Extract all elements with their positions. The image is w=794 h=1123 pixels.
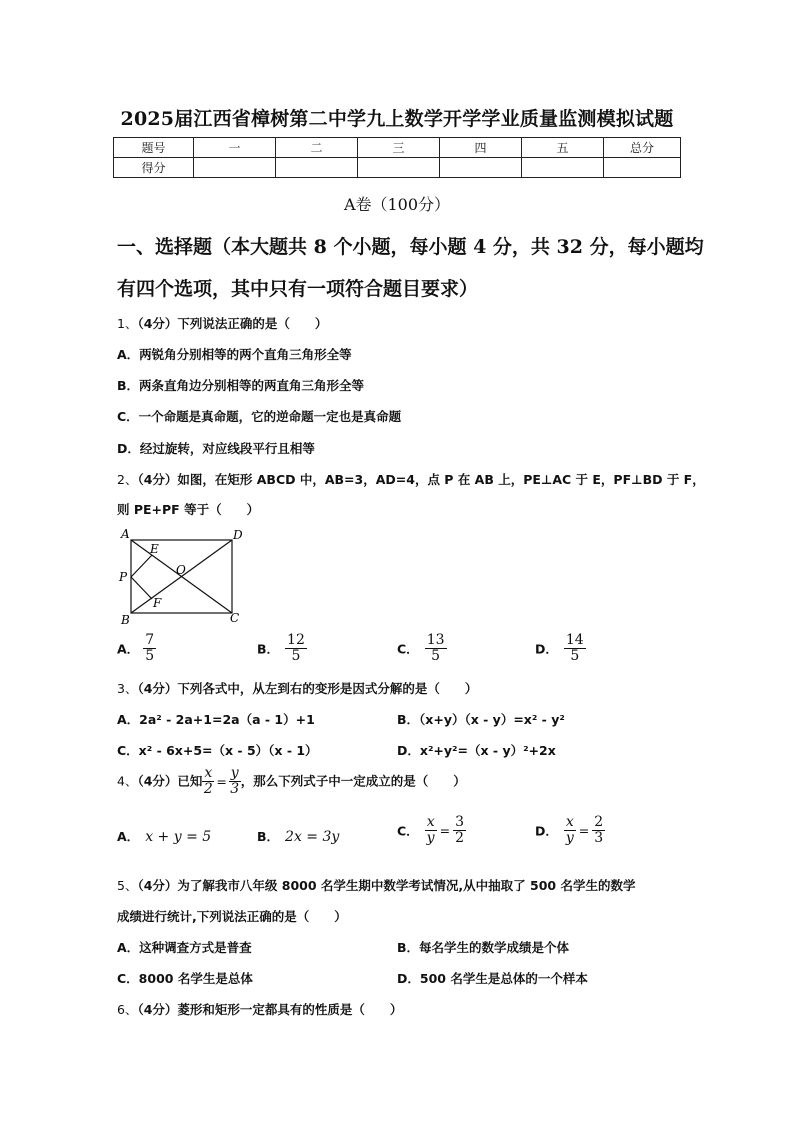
section-heading: A卷（100分） [343,195,451,214]
option-d[interactable]: D． $\frac{14}{5}$ [535,632,584,664]
label-f: F [153,596,162,610]
question-6-stem: 6、（4分）菱形和矩形一定都具有的性质是（ ） [117,1002,403,1017]
question-4-stem: 4、（4分）已知 $\frac{x}{2}$ = $\frac{y}{3}$ ，那么下列式子中一定成立的是（ ） [117,765,466,797]
fraction: $\frac{y}{3}$ [230,765,240,797]
option-b[interactable]: B． $\frac{12}{5}$ [257,632,305,664]
option-d[interactable]: D．x²+y²=（x - y）²+2x [397,743,556,758]
option-c[interactable]: C． $\frac{13}{5}$ [397,632,445,664]
score-input[interactable] [276,158,358,178]
option-b[interactable]: B．每名学生的数学成绩是个体 [397,940,570,955]
table-cell: 一 [194,138,276,158]
table-row [114,158,681,178]
table-cell: 总分 [604,138,681,158]
label-c: C [230,611,240,625]
fraction: $\frac{x}{2}$ [203,765,213,797]
fraction: $\frac{7}{5}$ [145,632,155,664]
label-e: E [150,542,159,556]
rectangle-figure [115,525,250,629]
option-b[interactable]: B．两条直角边分别相等的两直角三角形全等 [117,378,365,393]
score-input[interactable] [522,158,604,178]
table-cell: 四 [440,138,522,158]
page-title: 2025届江西省樟树第二中学九上数学开学学业质量监测模拟试题 [120,108,674,130]
option-c[interactable]: C． $\frac{x}{y}$ = $\frac{3}{2}$ [397,814,464,846]
option-d[interactable]: D．经过旋转，对应线段平行且相等 [117,441,315,456]
option-d[interactable]: D． $\frac{x}{y}$ = $\frac{2}{3}$ [535,814,604,846]
fraction: $\frac{2}{3}$ [594,814,604,846]
option-b[interactable]: B．（x+y）（x - y）=x² - y² [397,712,565,727]
option-a[interactable]: A．2a² - 2a+1=2a（a - 1）+1 [117,712,315,727]
fraction: $\frac{x}{y}$ [565,814,574,846]
label-d: D [233,528,243,542]
score-input[interactable] [194,158,276,178]
option-b[interactable]: B． 2x = 3y [257,829,340,845]
question-5-stem: 5、（4分）为了解我市八年级 8000 名学生期中数学考试情况,从中抽取了 500 名学生的数学 [117,878,636,893]
label-a: A [121,527,130,541]
part-heading: 一、选择题（本大题共 8 个小题，每小题 4 分，共 32 分，每小题均 [117,236,704,258]
part-heading: 有四个选项，其中只有一项符合题目要求） [117,278,479,300]
option-a[interactable]: A． $\frac{7}{5}$ [117,632,155,664]
score-input[interactable] [604,158,681,178]
table-row [114,138,681,158]
fraction: $\frac{3}{2}$ [455,814,464,846]
table-cell: 题号 [114,138,194,158]
fraction: $\frac{x}{y}$ [426,814,435,846]
label-o: O [176,563,186,577]
score-input[interactable] [440,158,522,178]
fraction: $\frac{13}{5}$ [426,632,445,664]
table-cell: 二 [276,138,358,158]
fraction: $\frac{14}{5}$ [565,632,584,664]
option-a[interactable]: A． x + y = 5 [117,829,212,845]
table-cell: 五 [522,138,604,158]
label-p: P [119,570,128,584]
option-c[interactable]: C．一个命题是真命题，它的逆命题一定也是真命题 [117,409,402,424]
question-2-stem: 2、（4分）如图，在矩形 ABCD 中，AB=3，AD=4，点 P 在 AB 上，PE⊥AC 于 E，PF⊥BD 于 F， [117,472,705,487]
label-b: B [121,613,130,627]
score-table [113,137,681,178]
question-3-stem: 3、（4分）下列各式中，从左到右的变形是因式分解的是（ ） [117,681,478,696]
option-a[interactable]: A．两锐角分别相等的两个直角三角形全等 [117,347,352,362]
question-1-stem: 1、（4分）下列说法正确的是（ ） [117,316,328,331]
score-input[interactable] [358,158,440,178]
table-cell: 三 [358,138,440,158]
question-2-stem-cont: 则 PE+PF 等于（ ） [117,502,260,517]
option-c[interactable]: C．8000 名学生是总体 [117,971,253,986]
option-c[interactable]: C．x² - 6x+5=（x - 5）（x - 1） [117,743,318,758]
option-d[interactable]: D．500 名学生是总体的一个样本 [397,971,588,986]
table-cell: 得分 [114,158,194,178]
option-a[interactable]: A．这种调查方式是普查 [117,940,252,955]
question-5-stem-cont: 成绩进行统计,下列说法正确的是（ ） [117,909,347,924]
fraction: $\frac{12}{5}$ [287,632,305,664]
